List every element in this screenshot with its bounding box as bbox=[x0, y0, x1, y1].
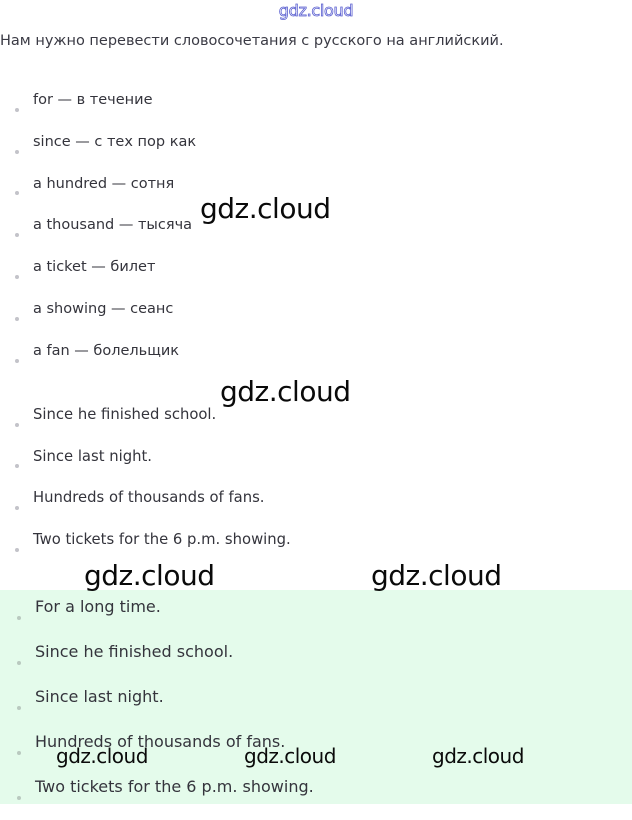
list-item bbox=[0, 131, 196, 173]
bullet-icon bbox=[15, 108, 19, 112]
bullet-icon bbox=[15, 191, 19, 195]
list-item bbox=[0, 214, 196, 256]
watermark: gdz.cloud bbox=[220, 375, 351, 408]
watermark: gdz.cloud bbox=[244, 744, 336, 768]
list-item bbox=[0, 446, 291, 488]
watermark: gdz.cloud bbox=[84, 559, 215, 592]
word-pair-text: a hundred — сотня bbox=[33, 175, 175, 192]
word-pair-text: since — с тех пор как bbox=[33, 133, 197, 150]
site-logo-text: gdz.cloud bbox=[278, 1, 354, 20]
watermark: gdz.cloud bbox=[432, 744, 524, 768]
watermark: gdz.cloud bbox=[200, 192, 331, 225]
intro-text: Нам нужно перевести словосочетания с русского на английский. bbox=[0, 33, 504, 49]
bullet-icon bbox=[15, 317, 19, 321]
sentence-text: Two tickets for the 6 p.m. showing. bbox=[33, 530, 291, 548]
bullet-icon bbox=[17, 751, 21, 755]
answer-text: Two tickets for the 6 p.m. showing. bbox=[35, 777, 314, 796]
bullet-icon bbox=[17, 706, 21, 710]
word-pair-text: a thousand — тысяча bbox=[33, 217, 193, 234]
bullet-icon bbox=[15, 275, 19, 279]
list-item bbox=[0, 404, 291, 446]
list-item bbox=[0, 89, 196, 131]
list-item bbox=[0, 298, 196, 340]
word-pairs-list bbox=[0, 89, 196, 382]
bullet-icon bbox=[15, 464, 19, 468]
list-item bbox=[0, 640, 314, 685]
bullet-icon bbox=[15, 359, 19, 363]
bullet-icon bbox=[15, 233, 19, 237]
bullet-icon bbox=[15, 506, 19, 510]
answer-text: Hundreds of thousands of fans. bbox=[35, 732, 286, 751]
list-item bbox=[0, 340, 196, 382]
bullet-icon bbox=[17, 616, 21, 620]
watermark: gdz.cloud bbox=[56, 744, 148, 768]
sentence-text: Hundreds of thousands of fans. bbox=[33, 489, 265, 507]
answer-text: Since he finished school. bbox=[35, 642, 234, 661]
answers-list bbox=[0, 595, 314, 820]
bullet-icon bbox=[17, 661, 21, 665]
sentence-text: Since last night. bbox=[33, 447, 152, 465]
list-item bbox=[0, 775, 314, 820]
list-item bbox=[0, 487, 291, 529]
bullet-icon bbox=[15, 150, 19, 154]
answer-text: Since last night. bbox=[35, 687, 164, 706]
list-item bbox=[0, 256, 196, 298]
list-item bbox=[0, 595, 314, 640]
sentence-text: Since he finished school. bbox=[33, 406, 217, 423]
word-pair-text: for — в течение bbox=[33, 92, 153, 108]
bullet-icon bbox=[15, 423, 19, 427]
list-item bbox=[0, 685, 314, 730]
bullet-icon bbox=[15, 548, 19, 552]
word-pair-text: a fan — болельщик bbox=[33, 342, 180, 359]
watermark: gdz.cloud bbox=[371, 559, 502, 592]
list-item bbox=[0, 173, 196, 215]
word-pair-text: a showing — сеанс bbox=[33, 300, 174, 317]
answer-text: For a long time. bbox=[35, 597, 161, 616]
word-pair-text: a ticket — билет bbox=[33, 259, 156, 276]
bullet-icon bbox=[17, 796, 21, 800]
sentences-list bbox=[0, 404, 291, 570]
